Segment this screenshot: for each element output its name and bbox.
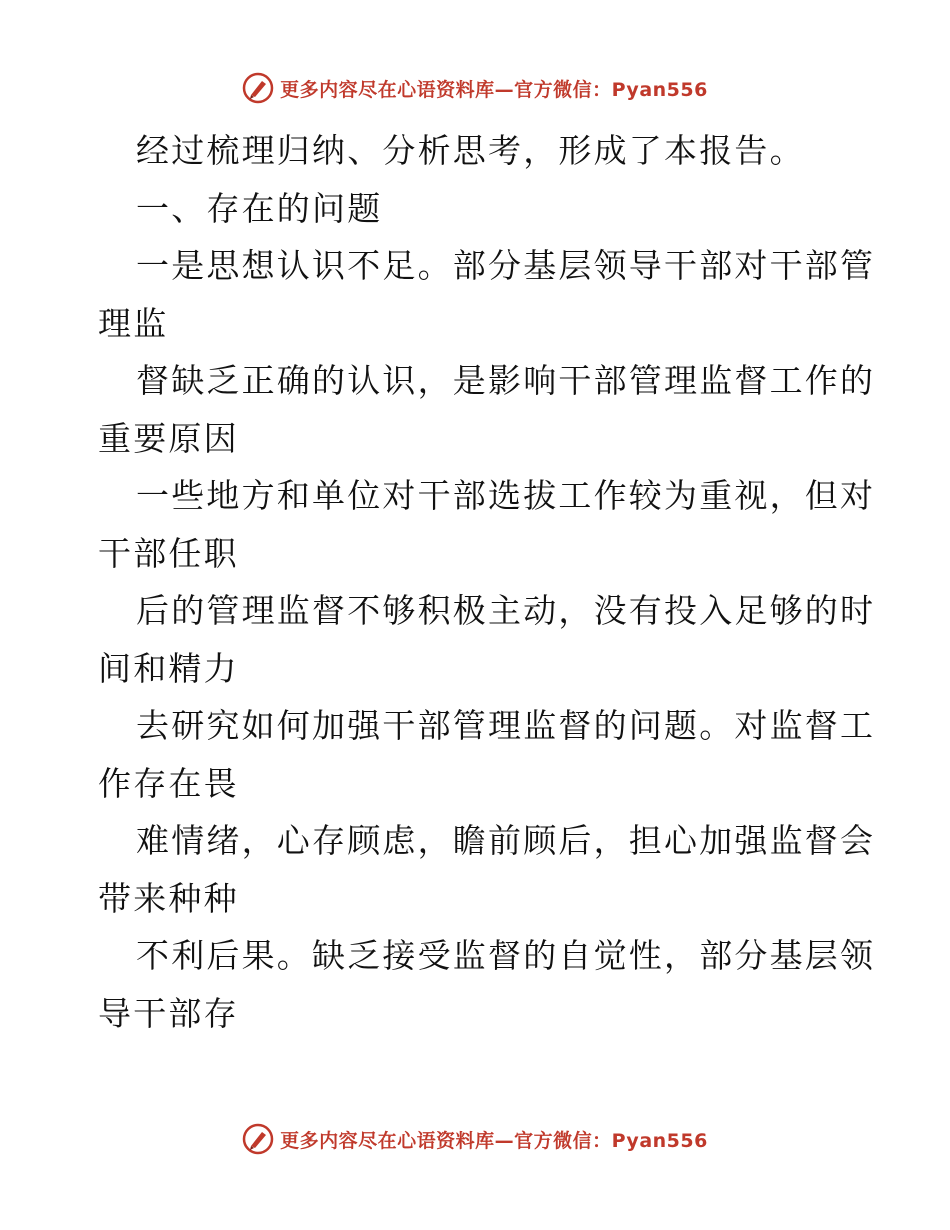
paragraph-line: 重要原因 — [98, 418, 239, 458]
header-watermark — [0, 72, 950, 104]
paragraph-line: 一些地方和单位对干部选拔工作较为重视，但对 — [136, 476, 876, 515]
paragraph-line: 带来种种 — [98, 878, 239, 918]
document-body — [98, 122, 876, 1042]
paragraph-line: 一是思想认识不足。部分基层领导干部对干部管 — [136, 246, 876, 285]
paragraph-line: 督缺乏正确的认识，是影响干部管理监督工作的 — [136, 361, 876, 400]
pen-seal-icon — [242, 1123, 274, 1155]
section-heading: 一、存在的问题 — [136, 188, 383, 228]
paragraph-line: 不利后果。缺乏接受监督的自觉性，部分基层领 — [136, 936, 876, 975]
paragraph-line: 间和精力 — [98, 648, 239, 688]
footer-watermark — [0, 1123, 950, 1155]
watermark-text: 更多内容尽在心语资料库—官方微信：Pyan556 — [280, 78, 708, 101]
watermark-text: 更多内容尽在心语资料库—官方微信：Pyan556 — [280, 1129, 708, 1152]
paragraph-line: 难情绪，心存顾虑，瞻前顾后，担心加强监督会 — [136, 821, 876, 860]
pen-seal-icon — [242, 72, 274, 104]
paragraph-line: 去研究如何加强干部管理监督的问题。对监督工 — [136, 706, 876, 745]
paragraph-line: 理监 — [98, 303, 169, 343]
paragraph-line: 后的管理监督不够积极主动，没有投入足够的时 — [136, 591, 876, 630]
paragraph-line: 经过梳理归纳、分析思考，形成了本报告。 — [136, 131, 805, 170]
paragraph-line: 干部任职 — [98, 533, 239, 573]
paragraph-line: 作存在畏 — [98, 763, 239, 803]
paragraph-line: 导干部存 — [98, 993, 239, 1033]
